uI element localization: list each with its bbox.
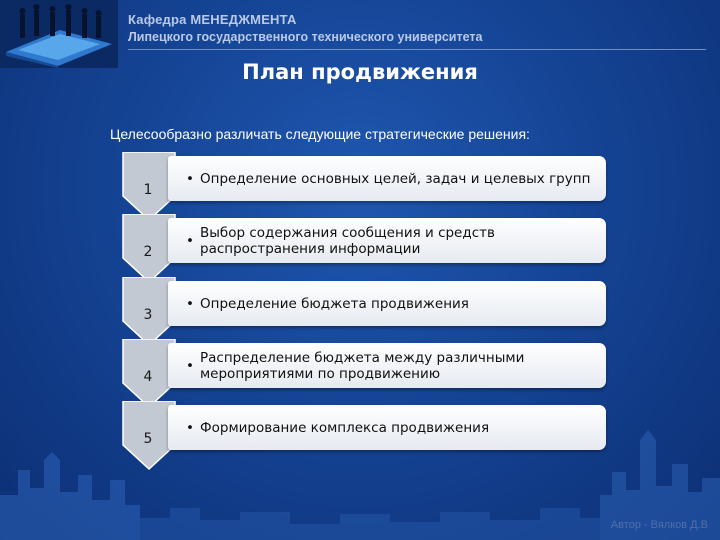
step-description: Определение основных целей, задач и целевых групп — [200, 170, 591, 187]
step-row — [0, 343, 720, 405]
step-row — [0, 156, 720, 218]
step-row — [0, 218, 720, 280]
step-number: 2 — [143, 244, 153, 260]
step-description: Распределение бюджета между различными мероприятиями по продвижению — [200, 349, 525, 382]
step-row — [0, 281, 720, 343]
bullet-icon: • — [186, 419, 194, 436]
bullet-icon: • — [186, 357, 194, 374]
step-text — [186, 343, 596, 388]
step-row — [0, 405, 720, 467]
step-box — [168, 343, 606, 388]
step-box — [168, 281, 606, 326]
step-description: Формирование комплекса продвижения — [200, 419, 490, 436]
department-name: Кафедра МЕНЕДЖМЕНТА — [128, 12, 297, 27]
step-box — [168, 156, 606, 201]
step-text — [186, 405, 596, 450]
slide-title: План продвижения — [242, 60, 478, 84]
lead-text: Целесообразно различать следующие стратегические решения: — [110, 126, 530, 142]
bullet-icon: • — [186, 295, 194, 312]
step-text — [186, 218, 596, 263]
step-number: 1 — [143, 182, 153, 198]
step-box — [168, 218, 606, 263]
step-number: 4 — [143, 369, 153, 385]
university-name: Липецкого государственного технического университета — [128, 30, 483, 44]
bullet-icon: • — [186, 170, 194, 187]
step-text — [186, 281, 596, 326]
step-description: Выбор содержания сообщения и средств распространения информации — [200, 224, 495, 257]
step-box — [168, 405, 606, 450]
author-credit: Автор - Вялков Д.В — [610, 519, 708, 531]
step-description: Определение бюджета продвижения — [200, 295, 469, 312]
step-number: 3 — [143, 307, 153, 323]
step-number: 5 — [143, 431, 153, 447]
bullet-icon: • — [186, 232, 194, 249]
step-text — [186, 156, 596, 201]
